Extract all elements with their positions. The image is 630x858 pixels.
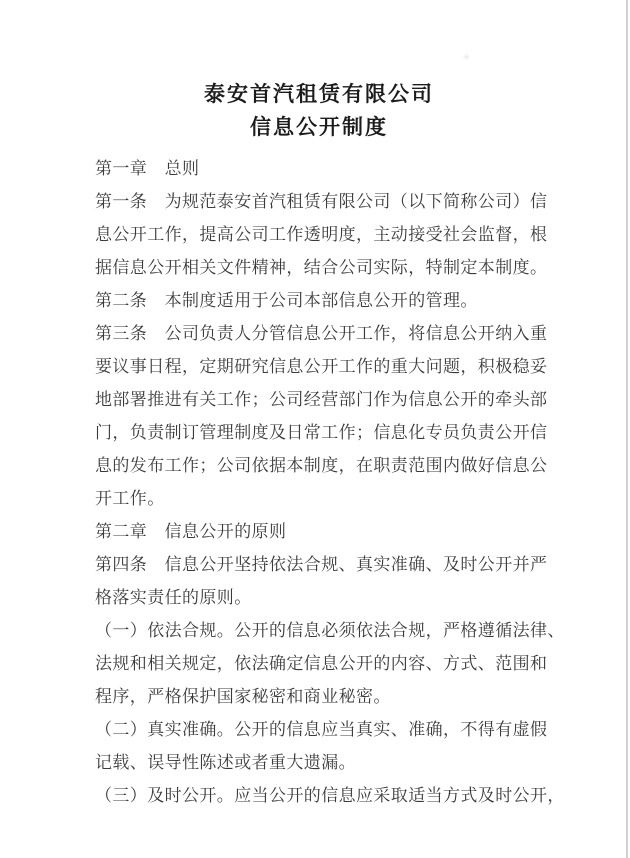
document-line: 第一章 总则 xyxy=(95,159,200,178)
document-title-policy: 信息公开制度 xyxy=(250,116,388,139)
document-title-company: 泰安首汽租赁有限公司 xyxy=(204,83,434,106)
document-body xyxy=(95,152,565,812)
document-line: （二）真实准确。公开的信息应当真实、准确，不得有虚假 xyxy=(95,720,548,739)
document-content xyxy=(95,0,565,812)
document-line: 门，负责制订管理制度及日常工作；信息化专员负责公开信 xyxy=(95,423,548,442)
document-line: 地部署推进有关工作；公司经营部门作为信息公开的牵头部 xyxy=(95,390,548,409)
document-line: 第四条 信息公开坚持依法合规、真实准确、及时公开并严 xyxy=(95,555,548,574)
document-line: 程序，严格保护国家秘密和商业秘密。 xyxy=(95,687,391,706)
document-line: 第一条 为规范泰安首汽租赁有限公司（以下简称公司）信 xyxy=(95,192,548,211)
document-line: 息的发布工作；公司依据本制度，在职责范围内做好信息公 xyxy=(95,456,548,475)
document-line: 第二条 本制度适用于公司本部信息公开的管理。 xyxy=(95,291,478,310)
document-line: 据信息公开相关文件精神，结合公司实际，特制定本制度。 xyxy=(95,258,548,277)
document-line: （一）依法合规。公开的信息必须依法合规，严格遵循法律、 xyxy=(95,621,565,640)
document-line: 第三条 公司负责人分管信息公开工作，将信息公开纳入重 xyxy=(95,324,548,343)
document-line: （三）及时公开。应当公开的信息应采取适当方式及时公开， xyxy=(95,786,565,805)
document-line: 息公开工作，提高公司工作透明度，主动接受社会监督，根 xyxy=(95,225,548,244)
document-line: 要议事日程，定期研究信息公开工作的重大问题，积极稳妥 xyxy=(95,357,548,376)
document-line: 格落实责任的原则。 xyxy=(95,588,252,607)
document-line: 第二章 信息公开的原则 xyxy=(95,522,287,541)
scan-edge-line xyxy=(626,0,628,858)
document-line: 法规和相关规定，依法确定信息公开的内容、方式、范围和 xyxy=(95,654,548,673)
document-line: 记载、误导性陈述或者重大遗漏。 xyxy=(95,753,356,772)
document-line: 开工作。 xyxy=(95,489,165,508)
